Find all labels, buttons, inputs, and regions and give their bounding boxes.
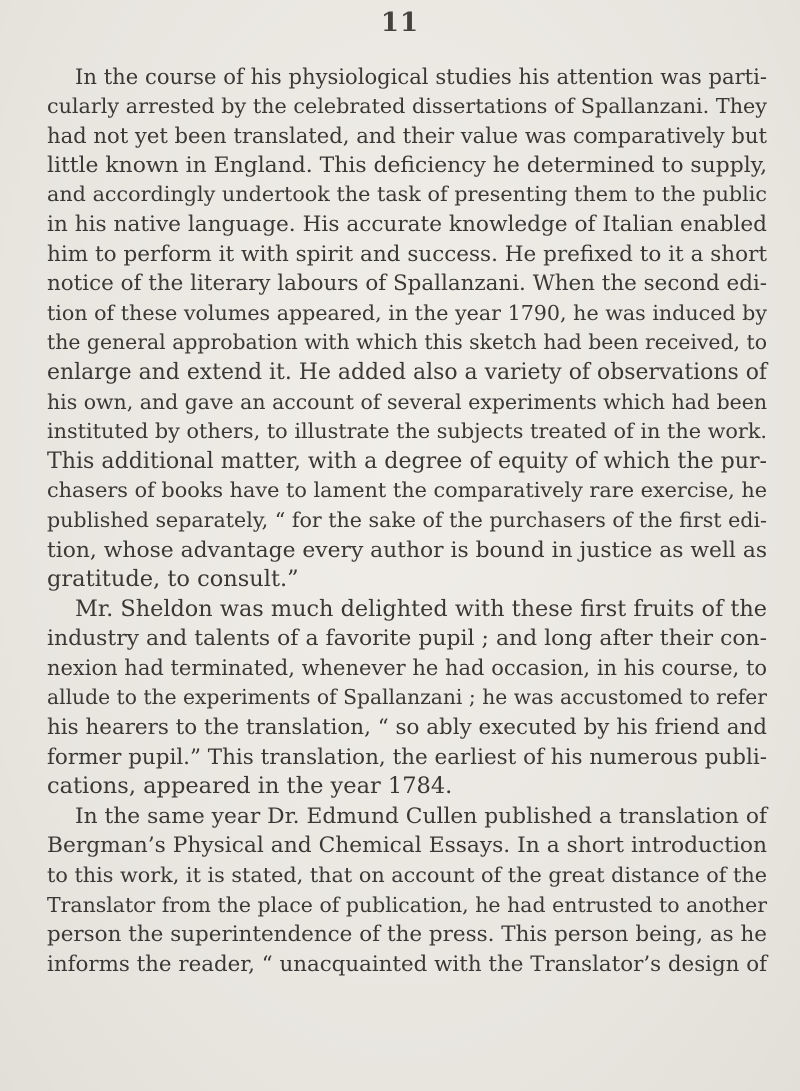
text-line: his own, and gave an account of several experiments which had been (47, 389, 767, 414)
text-line: him to perform it with spirit and success. He prefixed to it a short (47, 241, 767, 267)
text-line: chasers of books have to lament the comparatively rare exercise, he (47, 478, 767, 503)
text-line: notice of the literary labours of Spallanzani. When the second edi- (47, 271, 767, 297)
text-line: Mr. Sheldon was much delighted with these first fruits of the (75, 595, 767, 622)
body-text (47, 62, 767, 979)
text-line: instituted by others, to illustrate the subjects treated of in the work. (47, 419, 767, 444)
text-line: allude to the experiments of Spallanzani ; he was accustomed to refer (47, 685, 767, 710)
text-line: person the superintendence of the press. This person being, as he (47, 922, 767, 948)
text-line: tion of these volumes appeared, in the year 1790, he was induced by (47, 300, 767, 325)
text-line: Bergman’s Physical and Chemical Essays. In a short introduction (47, 833, 767, 859)
text-line: cularly arrested by the celebrated dissertations of Spallanzani. They (47, 93, 767, 118)
text-line: to this work, it is stated, that on account of the great distance of the (47, 863, 767, 888)
text-line: had not yet been translated, and their value was comparatively but (47, 123, 767, 149)
text-line: cations, appeared in the year 1784. (47, 773, 453, 800)
text-line: his hearers to the translation, “ so ably executed by his friend and (47, 715, 767, 741)
text-line: gratitude, to consult.” (47, 566, 299, 593)
text-line: the general approbation with which this sketch had been received, to (47, 330, 767, 355)
text-line: nexion had terminated, whenever he had occasion, in his course, to (47, 655, 767, 680)
text-line: industry and talents of a favorite pupil ; and long after their con- (47, 626, 767, 652)
text-line: Translator from the place of publication, he had entrusted to another (47, 892, 767, 917)
text-line: published separately, “ for the sake of the purchasers of the first edi- (47, 507, 767, 532)
text-line: This additional matter, with a degree of equity of which the pur- (47, 447, 767, 474)
text-line: tion, whose advantage every author is bound in justice as well as (47, 537, 768, 563)
text-line: In the course of his physiological studies his attention was parti- (75, 64, 767, 89)
text-line: enlarge and extend it. He added also a variety of observations of (47, 359, 767, 385)
page-number: 11 (380, 8, 420, 38)
text-line: In the same year Dr. Edmund Cullen published a translation of (75, 803, 768, 829)
text-line: informs the reader, “ unacquainted with the Translator’s design of (47, 951, 767, 977)
text-line: little known in England. This deficiency he determined to supply, (47, 152, 768, 178)
text-line: former pupil.” This translation, the earliest of his numerous publi- (47, 744, 767, 770)
text-line: and accordingly undertook the task of presenting them to the public (47, 182, 767, 207)
text-line: in his native language. His accurate knowledge of Italian enabled (47, 211, 767, 237)
